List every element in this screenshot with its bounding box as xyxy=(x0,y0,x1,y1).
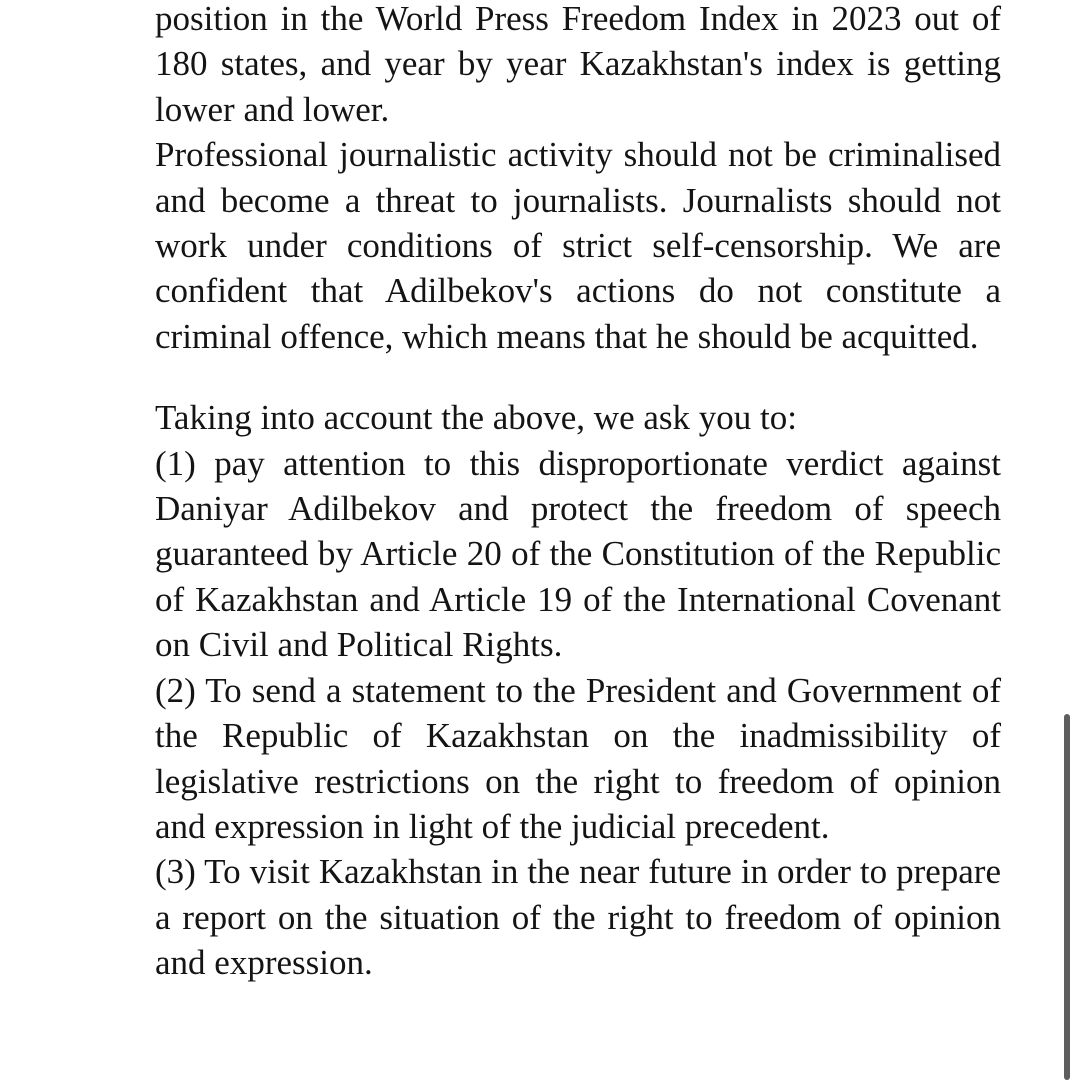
paragraph-journalistic-activity: Professional journalistic activity should not be criminalised and become a threat to journalists. Journalists should not work under conditions of strict self-censorship. We are confident that Adilbekov's actions do not constitute a criminal offence, which means that he should be acquitted. xyxy=(155,135,1001,356)
paragraph-request-intro: Taking into account the above, we ask you to: xyxy=(155,398,797,438)
scrollbar-thumb[interactable] xyxy=(1064,714,1070,1080)
request-item-1: (1) pay attention to this disproportionate verdict against Daniyar Adilbekov and protect the freedom of speech guaranteed by Article 20 of the Constitution of the Republic of Kazakhstan and Article 19 of the International Covenant on Civil and Political Rights. xyxy=(155,443,1001,665)
document-body xyxy=(155,0,1001,986)
paragraph-press-freedom-index: position in the World Press Freedom Index in 2023 out of 180 states, and year by year Kazakhstan's index is getting lower and lower. xyxy=(155,0,1001,129)
paragraph-spacer xyxy=(155,359,1001,395)
request-item-2: (2) To send a statement to the President and Government of the Republic of Kazakhstan on the inadmissibility of legislative restrictions on the right to freedom of opinion and expression in light of the judicial precedent. xyxy=(155,670,1001,846)
request-item-3: (3) To visit Kazakhstan in the near future in order to prepare a report on the situation of the right to freedom of opinion and expression. xyxy=(155,852,1001,983)
scrollbar-track[interactable] xyxy=(1060,0,1080,1080)
